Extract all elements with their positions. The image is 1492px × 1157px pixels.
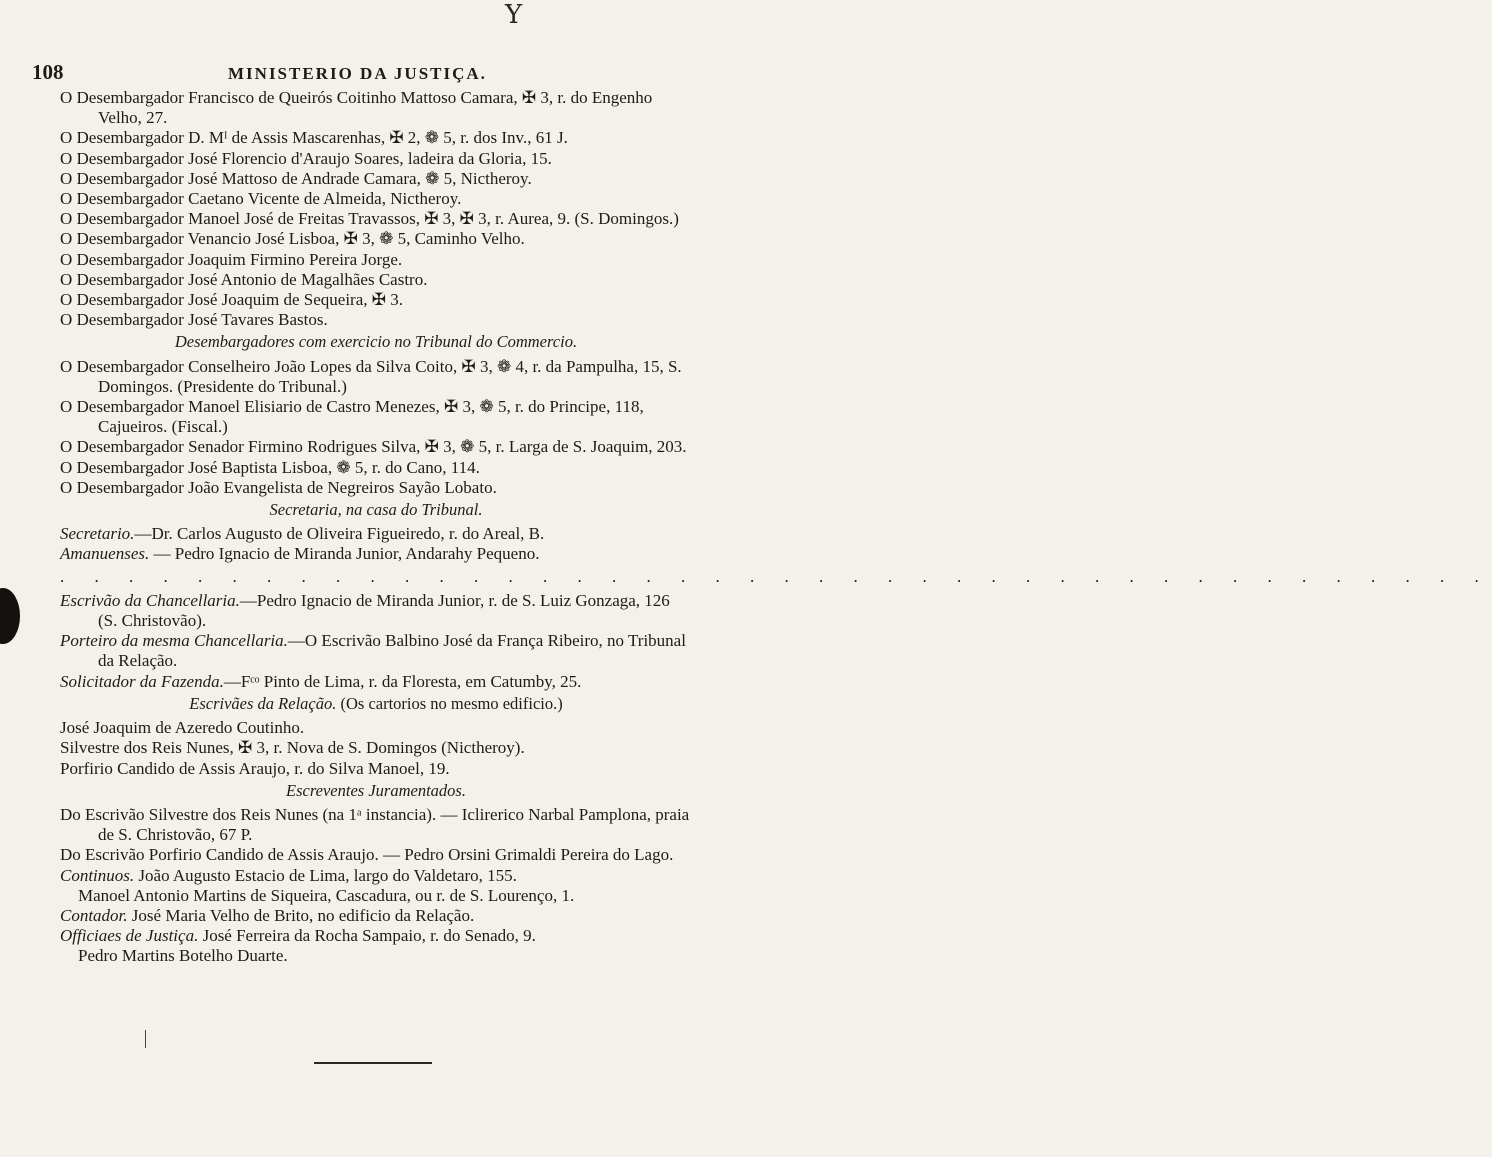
page-title: MINISTERIO DA JUSTIÇA.	[228, 64, 487, 83]
list-item: O Desembargador Caetano Vicente de Almeida, Nictheroy.	[60, 189, 462, 209]
entry-label: Contador.	[60, 905, 128, 925]
entry-text: —Pedro Ignacio de Miranda Junior, r. de S. Luiz Gonzaga, 126 (S. Christovão).	[98, 590, 670, 631]
list-item: O Desembargador José Joaquim de Sequeira, ✠ 3.	[60, 290, 403, 310]
desembargadores-list	[60, 88, 692, 330]
commercio-list	[60, 357, 692, 498]
list-item: O Desembargador Joaquim Firmino Pereira Jorge.	[60, 249, 403, 269]
ink-blot	[0, 588, 20, 644]
list-item	[60, 672, 692, 692]
document-body	[60, 88, 1492, 967]
list-item: Manoel Antonio Martins de Siqueira, Cascadura, ou r. de S. Lourenço, 1.	[78, 885, 575, 905]
list-item: O Desembargador Conselheiro João Lopes da Silva Coito, ✠ 3, ❁ 4, r. da Pampulha, 15, S. Domingos. (Presidente do Tribunal.)	[60, 356, 682, 396]
list-item	[60, 926, 692, 946]
list-item: O Desembargador Senador Firmino Rodrigues Silva, ✠ 3, ❁ 5, r. Larga de S. Joaquim, 203.	[60, 437, 687, 457]
list-item: O Desembargador José Baptista Lisboa, ❁ 5, r. do Cano, 114.	[60, 457, 480, 477]
section-heading-escreventes: Escreventes Juramentados.	[286, 780, 466, 800]
list-item: Do Escrivão Porfirio Candido de Assis Araujo. — Pedro Orsini Grimaldi Pereira do Lago.	[60, 845, 674, 865]
list-item: O Desembargador José Florencio d'Araujo Soares, ladeira da Gloria, 15.	[60, 148, 552, 168]
list-item	[60, 631, 692, 671]
pen-stroke	[145, 1030, 146, 1048]
entry-label: Officiaes de Justiça.	[60, 926, 199, 946]
escrivaes-list	[60, 718, 692, 779]
section-heading-label: Escrivães da Relação.	[189, 693, 337, 713]
list-item: O Desembargador Manoel Elisiario de Castro Menezes, ✠ 3, ❁ 5, r. do Principe, 118, Cajueiros. (Fiscal.)	[60, 397, 644, 437]
list-item: Do Escrivão Silvestre dos Reis Nunes (na 1ᵃ instancia). — Iclirerico Narbal Pamplona, praia de S. Christovão, 67 P.	[60, 804, 690, 845]
entry-text: —Dr. Carlos Augusto de Oliveira Figueiredo, r. do Areal, B.	[134, 524, 545, 544]
list-item	[60, 544, 692, 564]
entry-text: José Maria Velho de Brito, no edificio da Relação.	[127, 905, 475, 925]
list-item: O Desembargador Manoel José de Freitas Travassos, ✠ 3, ✠ 3, r. Aurea, 9. (S. Domingos.)	[60, 209, 679, 229]
page-header	[32, 60, 692, 84]
entry-text: —Fᶜᵒ Pinto de Lima, r. da Floresta, em Catumby, 25.	[223, 671, 582, 691]
entry-label: Continuos.	[60, 865, 135, 885]
list-item: Porfirio Candido de Assis Araujo, r. do Silva Manoel, 19.	[60, 758, 450, 778]
list-item	[60, 524, 692, 544]
section-heading-commercio: Desembargadores com exercicio no Tribunal do Commercio.	[174, 332, 578, 352]
entry-label: Escrivão da Chancellaria.	[60, 590, 240, 610]
list-item	[60, 906, 692, 926]
dotted-leader: . . . . . . . . . . . . . . . . . . . . . . . . . . . . . . . . . . . . . . . . . .	[60, 566, 1492, 586]
entry-text: João Augusto Estacio de Lima, largo do Valdetaro, 155.	[134, 865, 517, 885]
section-heading-escrivaes	[60, 694, 692, 714]
closing-rule	[314, 1062, 432, 1064]
list-item: O Desembargador José Tavares Bastos.	[60, 310, 328, 330]
page-number: 108	[32, 60, 64, 84]
list-item: O Desembargador Venancio José Lisboa, ✠ 3, ❁ 5, Caminho Velho.	[60, 229, 525, 249]
list-item	[60, 591, 692, 631]
margin-pencil-mark: Y	[505, 0, 523, 30]
entry-label: Amanuenses.	[60, 544, 150, 564]
entry-text: —O Escrivão Balbino José da França Ribeiro, no Tribunal da Relação.	[98, 631, 686, 671]
list-item: Pedro Martins Botelho Duarte.	[78, 946, 288, 966]
list-item: O Desembargador José Antonio de Magalhães Castro.	[60, 269, 428, 289]
entry-label: Secretario.	[60, 524, 135, 544]
list-item	[60, 866, 692, 886]
section-heading-note: (Os cartorios no mesmo edificio.)	[336, 693, 563, 713]
list-item: O Desembargador José Mattoso de Andrade Camara, ❁ 5, Nictheroy.	[60, 168, 532, 188]
section-heading-secretaria: Secretaria, na casa do Tribunal.	[269, 500, 483, 520]
list-item: O Desembargador Francisco de Queirós Coitinho Mattoso Camara, ✠ 3, r. do Engenho Velho, 27.	[60, 88, 653, 128]
list-item: O Desembargador João Evangelista de Negreiros Sayão Lobato.	[60, 477, 497, 497]
entry-label: Porteiro da mesma Chancellaria.	[60, 631, 288, 651]
list-item: O Desembargador D. Mᴵ de Assis Mascarenhas, ✠ 2, ❁ 5, r. dos Inv., 61 J.	[60, 128, 568, 148]
entry-label: Solicitador da Fazenda.	[60, 671, 224, 691]
list-item: José Joaquim de Azeredo Coutinho.	[60, 718, 305, 738]
entry-text: José Ferreira da Rocha Sampaio, r. do Senado, 9.	[198, 926, 536, 946]
list-item: Silvestre dos Reis Nunes, ✠ 3, r. Nova de S. Domingos (Nictheroy).	[60, 738, 525, 758]
entry-text: — Pedro Ignacio de Miranda Junior, Andarahy Pequeno.	[149, 544, 540, 564]
